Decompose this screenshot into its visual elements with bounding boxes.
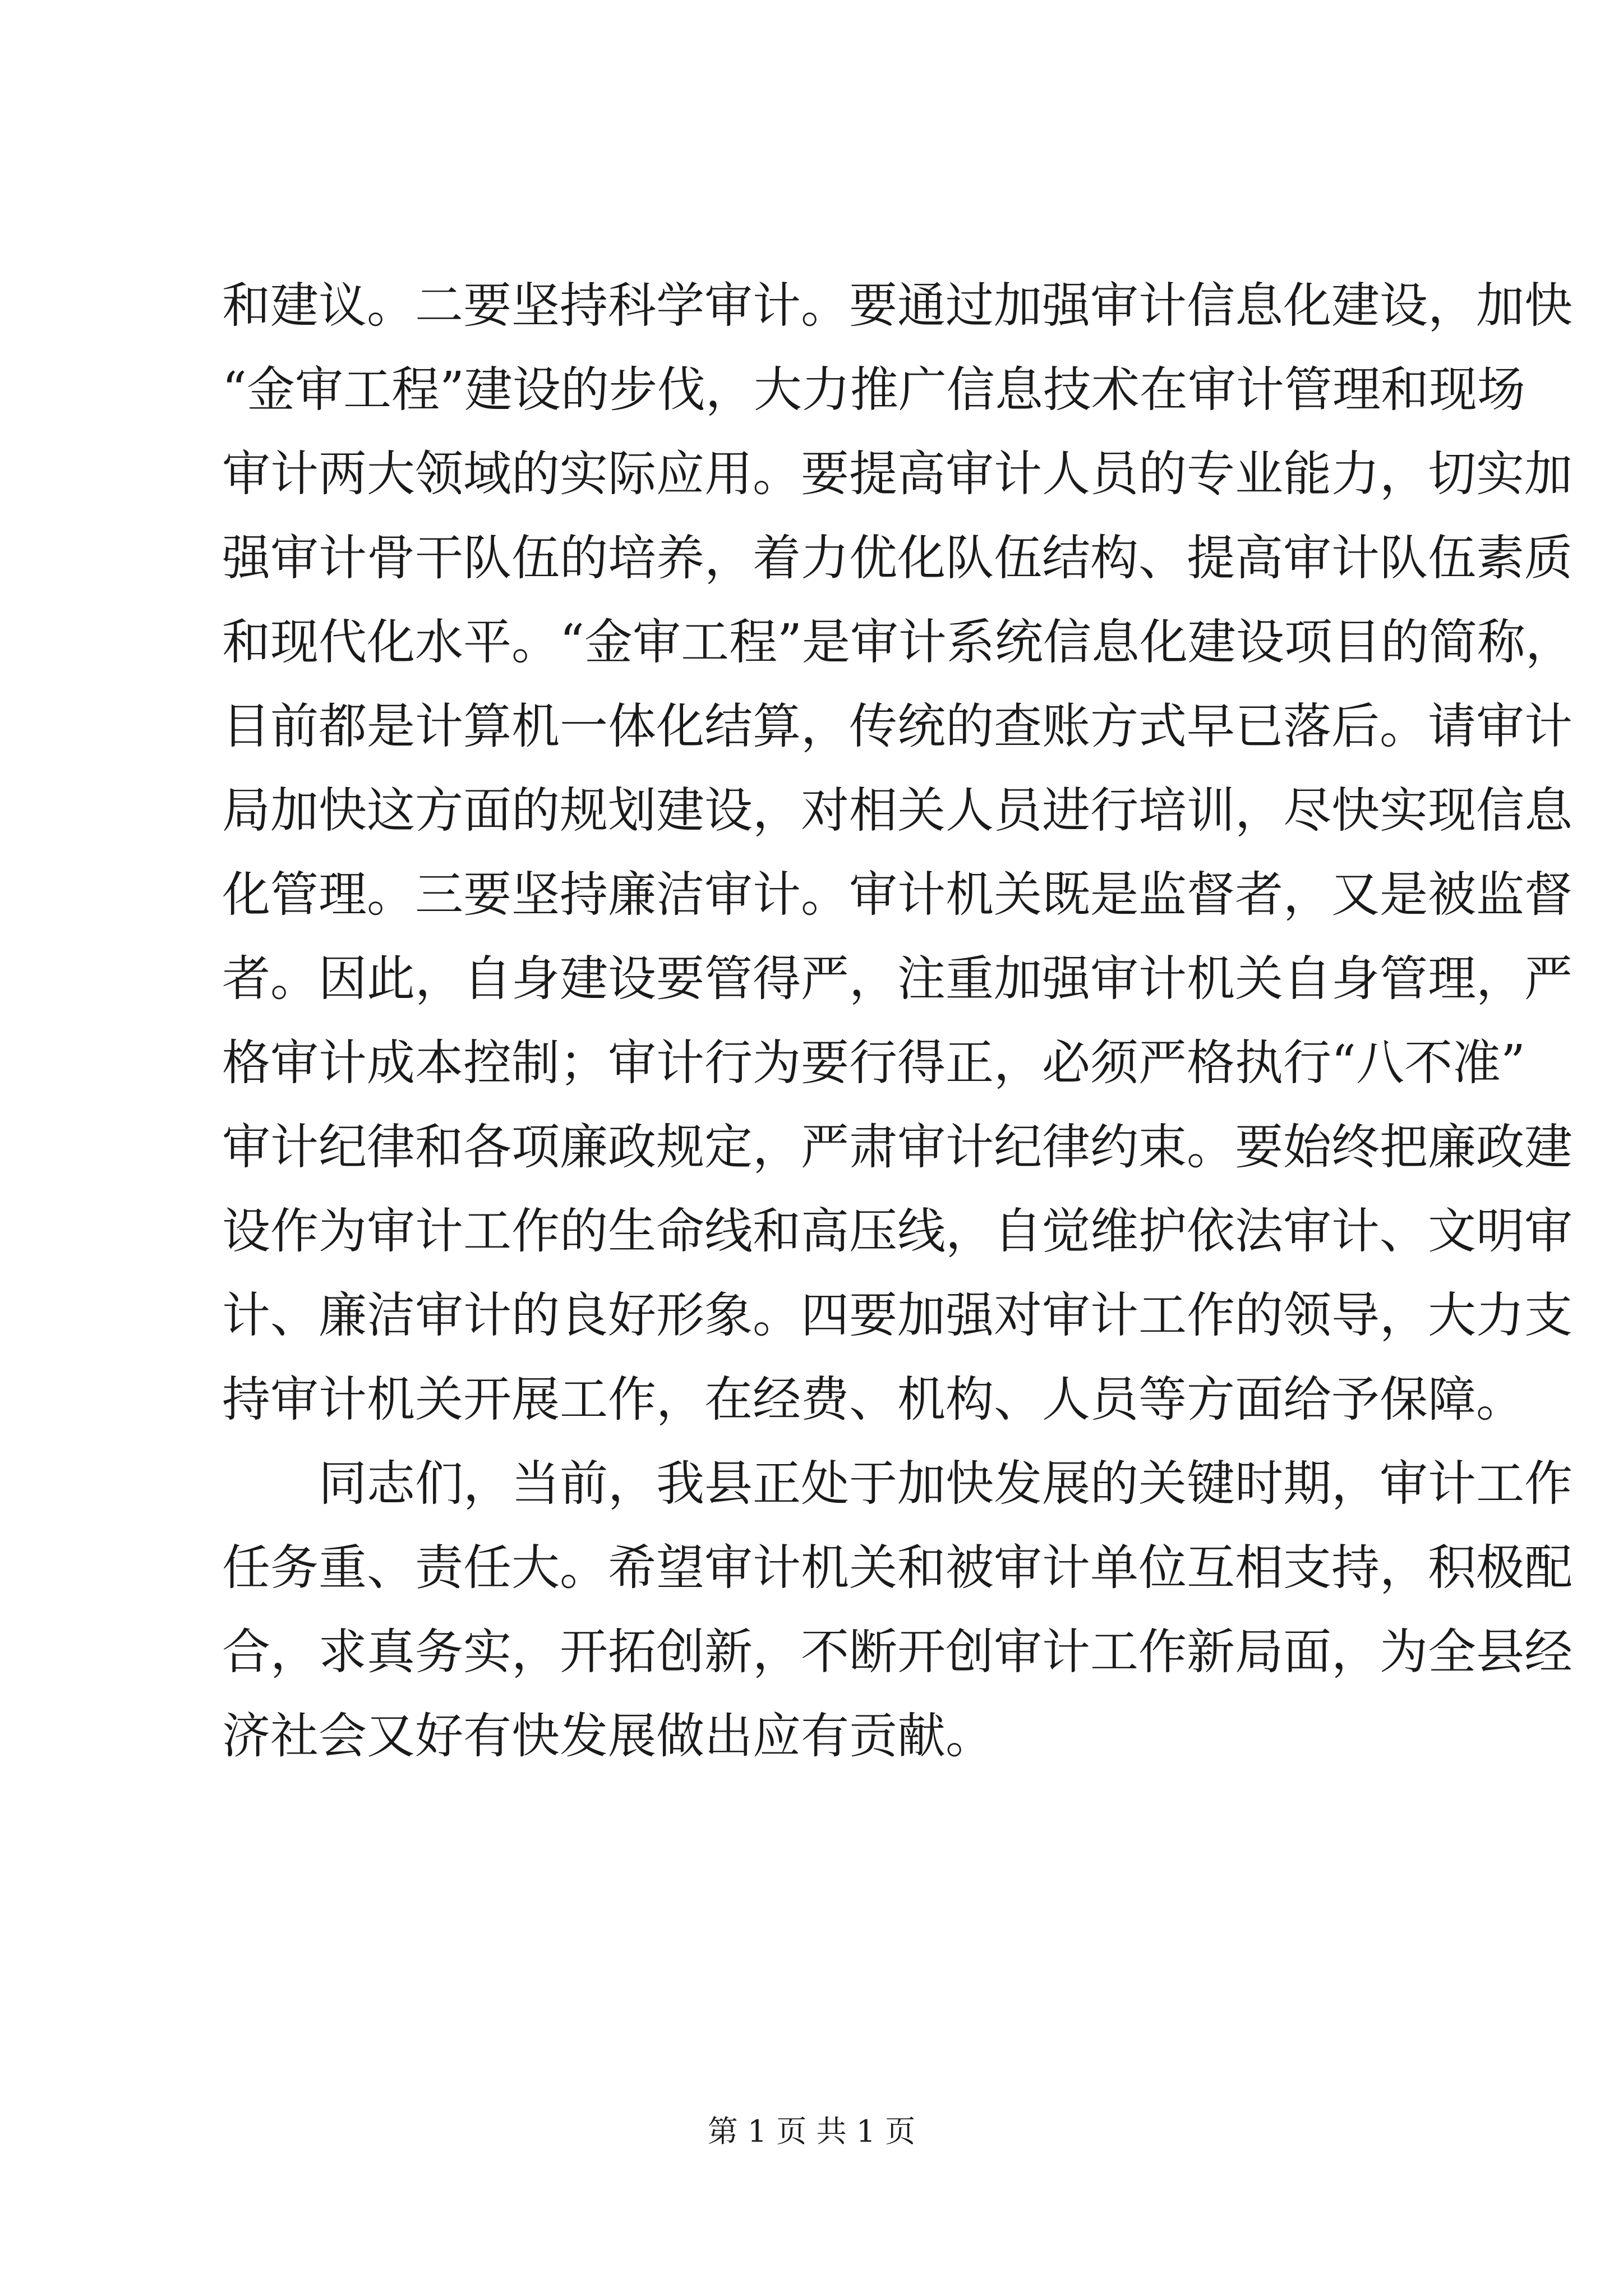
body-line: 和现代化水平。“金审工程”是审计系统信息化建设项目的简称， — [222, 614, 1574, 670]
body-line: 和建议。二要坚持科学审计。要通过加强审计信息化建设，加快 — [222, 278, 1573, 334]
body-line: 化管理。三要坚持廉洁审计。审计机关既是监督者，又是被监督 — [222, 867, 1573, 923]
body-line: 济社会又好有快发展做出应有贡献。 — [222, 1708, 994, 1764]
body-line: 合，求真务实，开拓创新，不断开创审计工作新局面，为全县经 — [222, 1624, 1573, 1680]
page-footer: 第 1 页 共 1 页 — [707, 2114, 916, 2149]
document-body — [222, 264, 1574, 1778]
paragraph-start-line: 同志们，当前，我县正处于加快发展的关键时期，审计工作 — [319, 1456, 1573, 1512]
body-line: 局加快这方面的规划建设，对相关人员进行培训，尽快实现信息 — [222, 783, 1573, 839]
body-line: 强审计骨干队伍的培养，着力优化队伍结构、提高审计队伍素质 — [222, 530, 1573, 586]
body-line: 任务重、责任大。希望审计机关和被审计单位互相支持，积极配 — [222, 1540, 1573, 1596]
body-line: 持审计机关开展工作，在经费、机构、人员等方面给予保障。 — [222, 1372, 1524, 1428]
body-line: 目前都是计算机一体化结算，传统的查账方式早已落后。请审计 — [222, 698, 1573, 754]
body-line: 者。因此，自身建设要管得严，注重加强审计机关自身管理，严 — [222, 951, 1573, 1007]
body-line: 计、廉洁审计的良好形象。四要加强对审计工作的领导，大力支 — [222, 1287, 1573, 1343]
body-line: 格审计成本控制；审计行为要行得正，必须严格执行“八不准” — [222, 1035, 1525, 1091]
body-line: 设作为审计工作的生命线和高压线，自觉维护依法审计、文明审 — [222, 1203, 1573, 1259]
body-line: 审计纪律和各项廉政规定，严肃审计纪律约束。要始终把廉政建 — [222, 1119, 1573, 1175]
body-line: “金审工程”建设的步伐，大力推广信息技术在审计管理和现场 — [222, 362, 1525, 418]
body-line: 审计两大领域的实际应用。要提高审计人员的专业能力，切实加 — [222, 446, 1573, 502]
